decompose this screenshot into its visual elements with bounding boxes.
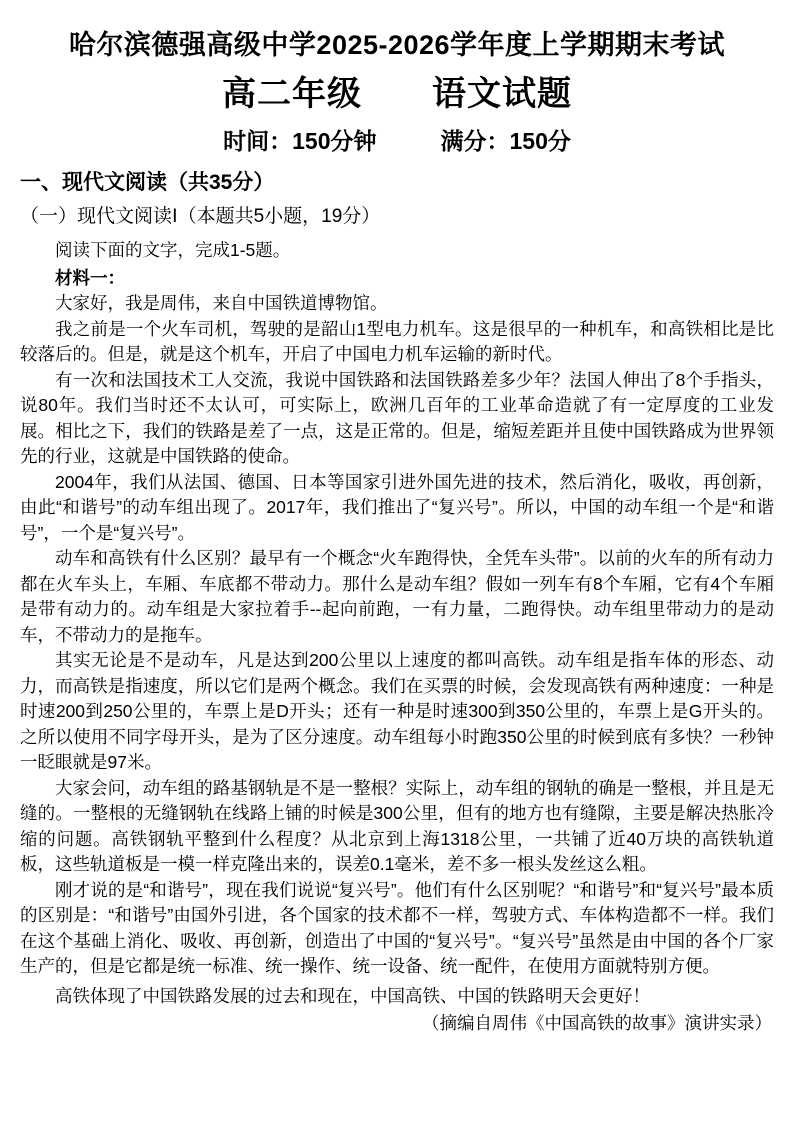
material-paragraph-1: 大家好，我是周伟，来自中国铁道博物馆。 — [55, 293, 388, 314]
material-paragraph-5: 动车和高铁有什么区别？最早有一个概念“火车跑得快，全凭车头带”。以前的火车的所有动力都在火车头上，车厢、车底都不带动力。那什么是动车组？假如一列车有8个车厢，它有4个车厢是带有动力的。动车组是大家拉着手--起向前跑，一有力量，二跑得快。动车组里带动力的是动车，不带动力的是拖车。 — [20, 548, 774, 645]
material-paragraph-2: 我之前是一个火车司机，驾驶的是韶山1型电力机车。这是很早的一种机车，和高铁相比是比较落后的。但是，就是这个机车，开启了中国电力机车运输的新时代。 — [20, 318, 774, 365]
material-paragraph-8: 刚才说的是“和谐号”，现在我们说说“复兴号”。他们有什么区别呢？“和谐号”和“复兴号”最本质的区别是：“和谐号”由国外引进，各个国家的技术都不一样，驾驶方式、车体构造都不一样。我们在这个基础上消化、吸收、再创新，创造出了中国的“复兴号”。“复兴号”虽然是由中国的各个厂家生产的，但是它都是统一标准、统一操作、统一设备、统一配件，在使用方面就特别方便。 — [20, 879, 774, 977]
reading-instruction: 阅读下面的文字，完成1-5题。 — [55, 240, 291, 261]
material-paragraph-3: 有一次和法国技术工人交流，我说中国铁路和法国铁路差多少年？法国人伸出了8个手指头，说80年。我们当时还不太认可，可实际上，欧洲几百年的工业革命造就了有一定厚度的工业发展。相比之下，我们的铁路是差了一点，这是正常的。但是，缩短差距并且使中国铁路成为世界领先的行业，这就是中国铁路的使命。 — [20, 369, 774, 467]
material-paragraph-4: 2004年，我们从法国、德国、日本等国家引进外国先进的技术，然后消化，吸收，再创新，由此“和谐号”的动车组出现了。2017年，我们推出了“复兴号”。所以，中国的动车组一个是“和谐号”，一个是“复兴号”。 — [20, 471, 774, 543]
exam-meta-line — [20, 128, 774, 156]
material-one-label: 材料一： — [55, 267, 125, 288]
exam-title: 哈尔滨德强高级中学2025-2026学年度上学期期末考试 — [68, 30, 726, 60]
exam-duration: 时间：150分钟 — [223, 127, 377, 154]
section-one-subheading: （一）现代文阅读Ⅰ（本题共5小题，19分） — [20, 206, 381, 228]
exam-subtitle: 高二年级 语文试题 — [222, 75, 572, 114]
material-paragraph-7: 大家会问，动车组的路基钢轨是不是一整根？实际上，动车组的钢轨的确是一整根，并且是无缝的。一整根的无缝钢轨在线路上铺的时候是300公里，但有的地方也有缝隙，主要是解决热胀冷缩的问题。高铁钢轨平整到什么程度？从北京到上海1318公里，一共铺了近40万块的高铁轨道板，这些轨道板是一模一样克隆出来的，误差0.1毫米，差不多一根头发丝这么粗。 — [20, 777, 774, 875]
material-paragraph-6: 其实无论是不是动车，凡是达到200公里以上速度的都叫高铁。动车组是指车体的形态、动力，而高铁是指速度，所以它们是两个概念。我们在买票的时候，会发现高铁有两种速度：一种是时速200到250公里的，车票上是D开头；还有一种是时速300到350公里的，车票上是G开头的。之所以使用不同字母开头，是为了区分速度。动车组每小时跑350公里的时候到底有多快？一秒钟一眨眼就是97米。 — [20, 650, 774, 773]
exam-full-score: 满分：150分 — [440, 127, 571, 154]
section-one-heading: 一、现代文阅读（共35分） — [20, 171, 275, 195]
source-attribution: （摘编自周伟《中国高铁的故事》演讲实录） — [422, 1013, 772, 1034]
closing-line: 高铁体现了中国铁路发展的过去和现在，中国高铁、中国的铁路明天会更好！ — [55, 985, 650, 1006]
